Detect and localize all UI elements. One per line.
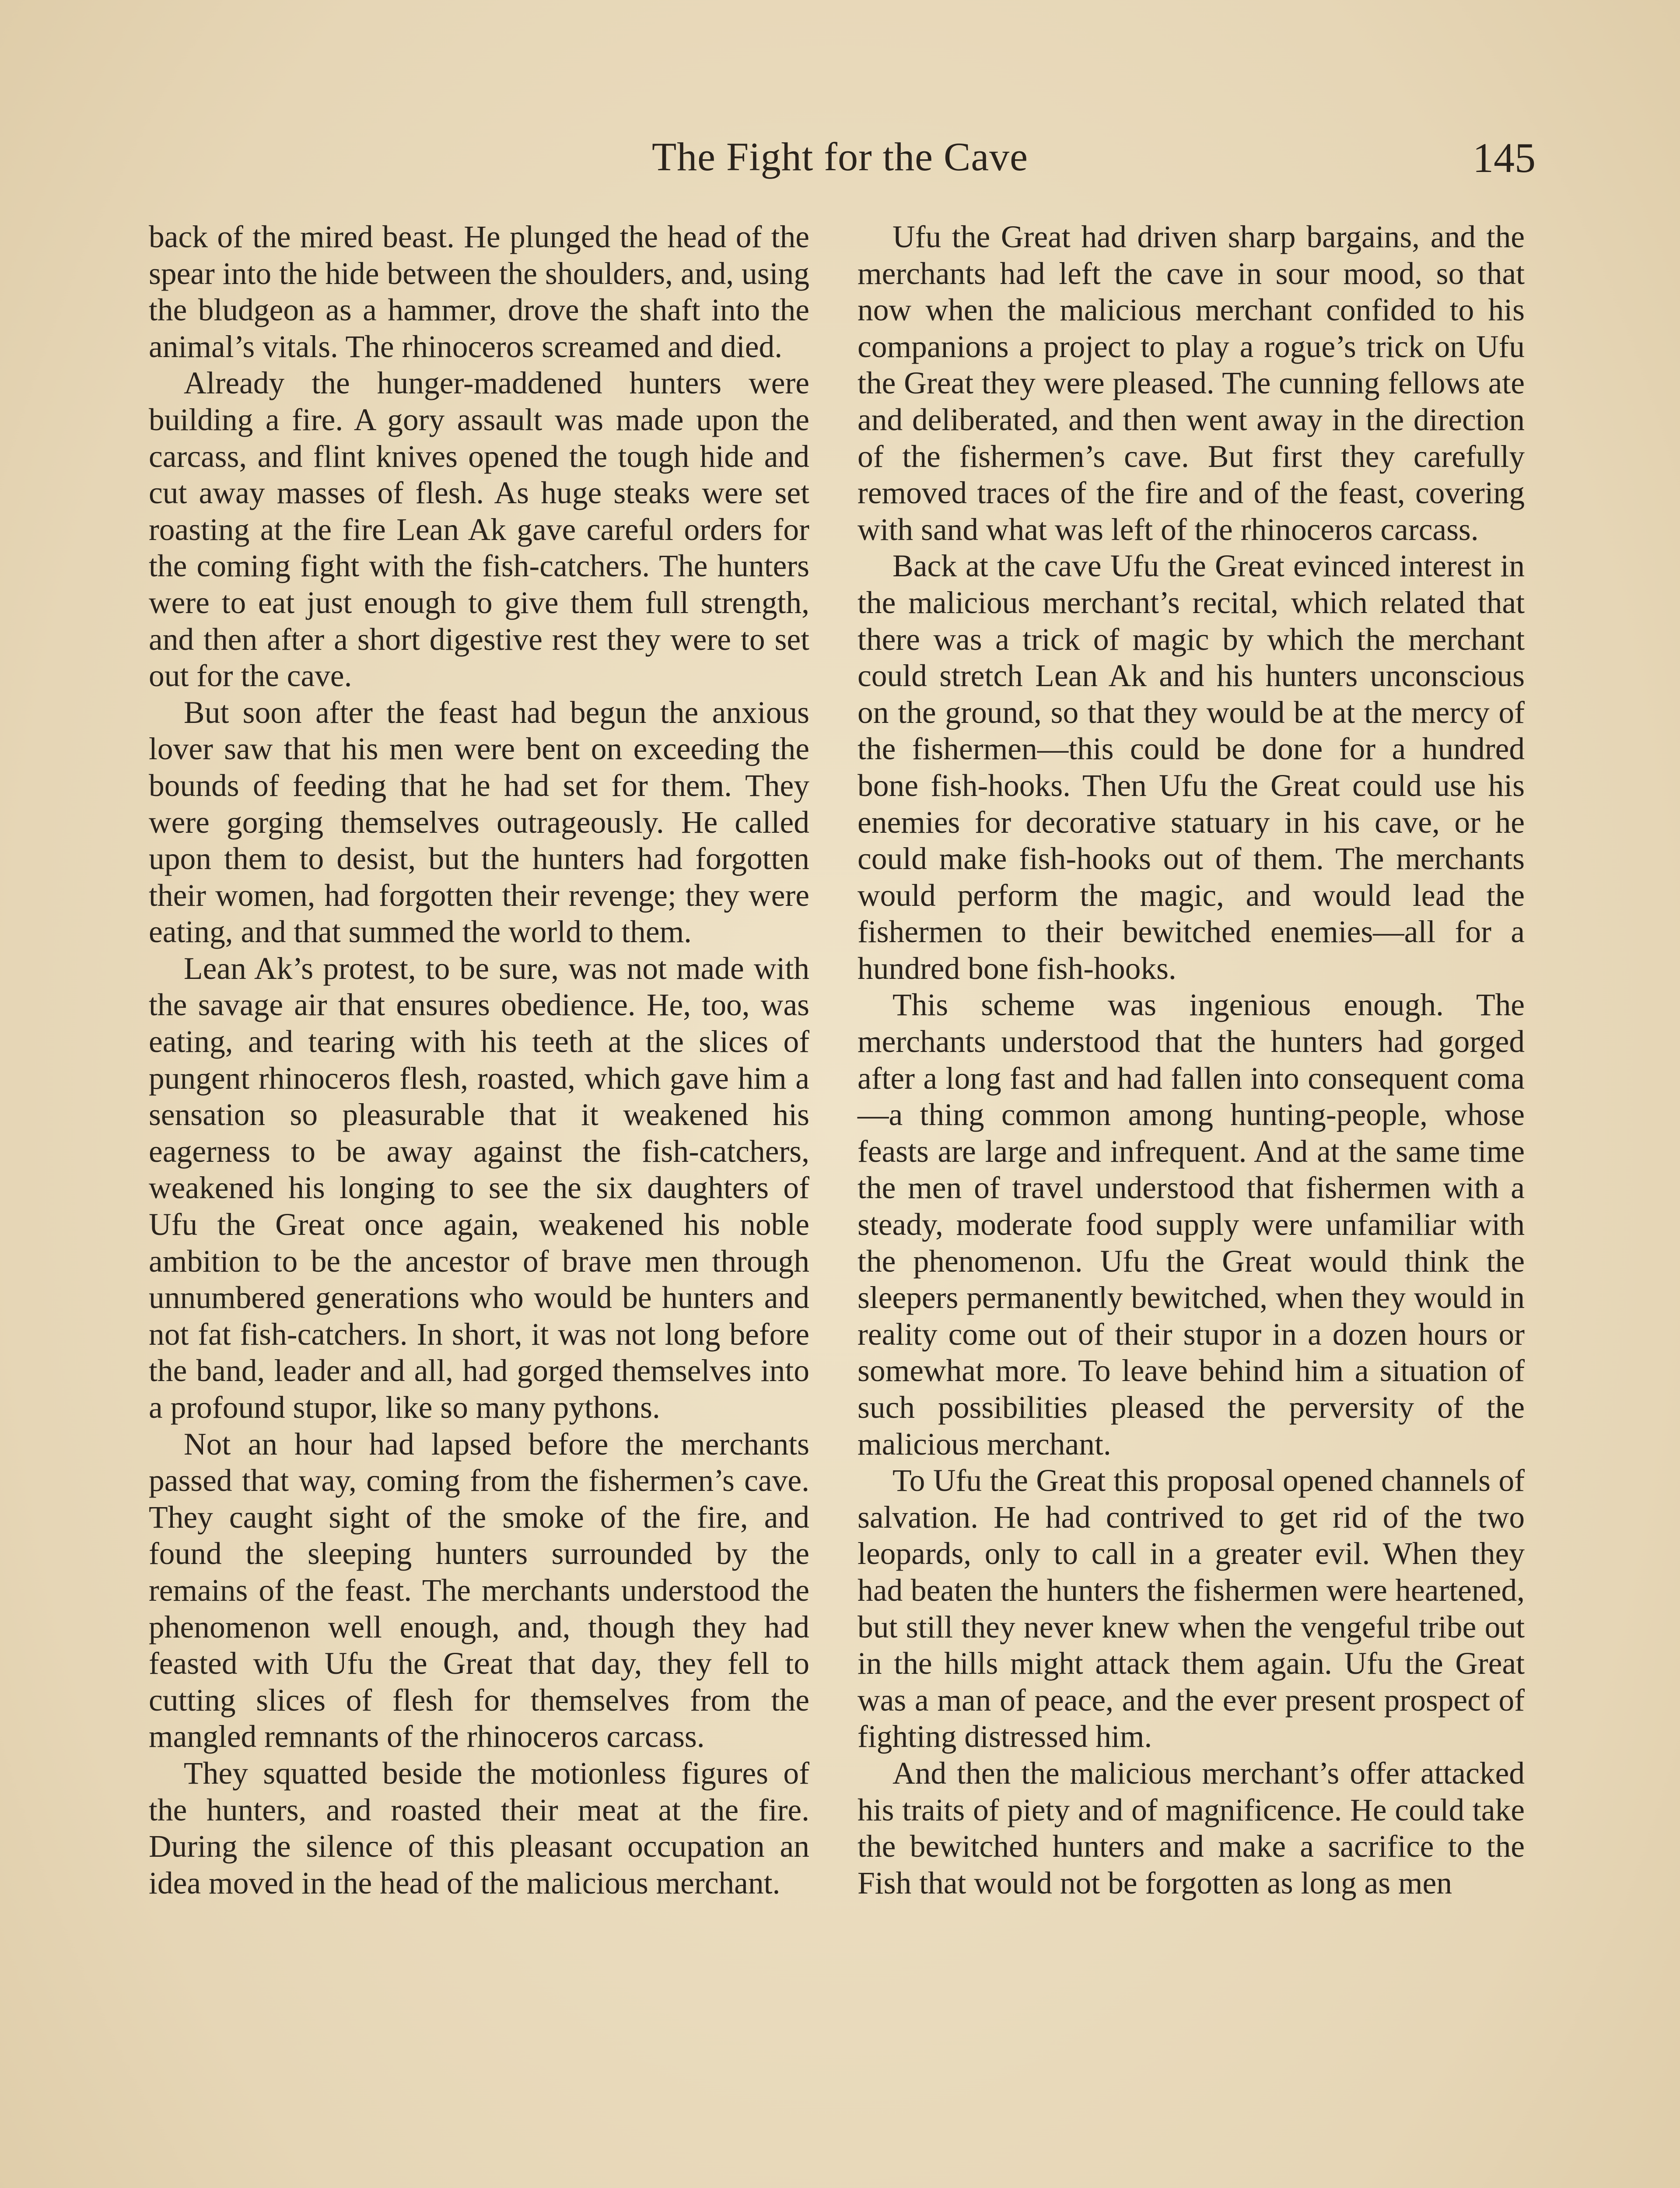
paragraph: But soon after the feast had begun the anxious lover saw that his men were bent on exceeding the bounds of feeding that he had set for them. They were gorging themselves outrageously. He called upon them to desist, but the hunters had forgotten their women, had forgotten their revenge; they were eating, and that summed the world to them.	[149, 695, 809, 950]
right-column	[858, 219, 1525, 1901]
paragraph: Back at the cave Ufu the Great evinced interest in the malicious merchant’s recital, which related that there was a trick of magic by which the merchant could stretch Lean Ak and his hunters unconscious on the ground, so that they would be at the mercy of the fishermen—this could be done for a hundred bone fish-hooks. Then Ufu the Great could use his enemies for decorative statuary in his cave, or he could make fish-hooks out of them. The merchants would perform the magic, and would lead the fishermen to their bewitched enemies—all for a hundred bone fish-hooks.	[858, 549, 1525, 986]
paragraph: To Ufu the Great this proposal opened channels of salvation. He had contrived to get rid of the two leopards, only to call in a greater evil. When they had beaten the hunters the fishermen were heartened, but still they never knew when the vengeful tribe out in the hills might attack them again. Ufu the Great was a man of peace, and the ever present prospect of fighting distressed him.	[858, 1463, 1525, 1754]
page-number: 145	[1473, 134, 1536, 181]
left-column	[149, 219, 809, 1901]
paragraph: Already the hunger-maddened hunters were building a fire. A gory assault was made upon the carcass, and flint knives opened the tough hide and cut away masses of flesh. As huge steaks were set roasting at the fire Lean Ak gave careful orders for the coming fight with the fish-catchers. The hunters were to eat just enough to give them full strength, and then after a short digestive rest they were to set out for the cave.	[149, 366, 809, 694]
paragraph: Not an hour had lapsed before the merchants passed that way, coming from the fishermen’s cave. They caught sight of the smoke of the fire, and found the sleeping hunters surrounded by the remains of the feast. The merchants understood the phenomenon well enough, and, though they had feasted with Ufu the Great that day, they fell to cutting slices of flesh for themselves from the mangled remnants of the rhinoceros carcass.	[149, 1427, 809, 1754]
running-title: The Fight for the Cave	[651, 134, 1029, 179]
paragraph: Lean Ak’s protest, to be sure, was not made with the savage air that ensures obedience. He, too, was eating, and tearing with his teeth at the slices of pungent rhinoceros flesh, roasted, which gave him a sensation so pleasurable that it weakened his eagerness to be away against the fish-catchers, weakened his longing to see the six daughters of Ufu the Great once again, weakened his noble ambition to be the ancestor of brave men through unnumbered generations who would be hunters and not fat fish-catchers. In short, it was not long before the band, leader and all, had gorged themselves into a profound stupor, like so many pythons.	[149, 951, 809, 1425]
paragraph: They squatted beside the motionless figures of the hunters, and roasted their meat at the fire. During the silence of this pleasant occupation an idea moved in the head of the malicious merchant.	[149, 1756, 809, 1900]
paragraph: This scheme was ingenious enough. The merchants understood that the hunters had gorged after a long fast and had fallen into consequent coma—a thing common among hunting-people, whose feasts are large and infrequent. And at the same time the men of travel understood that fishermen with a steady, moderate food supply were unfamiliar with the phenomenon. Ufu the Great would think the sleepers permanently bewitched, when they would in reality come out of their stupor in a dozen hours or somewhat more. To leave behind him a situation of such possibilities pleased the perversity of the malicious merchant.	[858, 988, 1525, 1462]
paragraph: And then the malicious merchant’s offer attacked his traits of piety and of magnificence. He could take the bewitched hunters and make a sacrifice to the Fish that would not be forgotten as long as men	[858, 1756, 1525, 1900]
running-head	[149, 125, 1536, 190]
paragraph: Ufu the Great had driven sharp bargains, and the merchants had left the cave in sour mood, so that now when the malicious merchant confided to his companions a project to play a rogue’s trick on Ufu the Great they were pleased. The cunning fellows ate and deliberated, and then went away in the direction of the fishermen’s cave. But first they carefully removed traces of the fire and of the feast, covering with sand what was left of the rhinoceros carcass.	[858, 220, 1525, 547]
paragraph: back of the mired beast. He plunged the head of the spear into the hide between the shoulders, and, using the bludgeon as a hammer, drove the shaft into the animal’s vitals. The rhinoceros screamed and died.	[149, 220, 809, 364]
